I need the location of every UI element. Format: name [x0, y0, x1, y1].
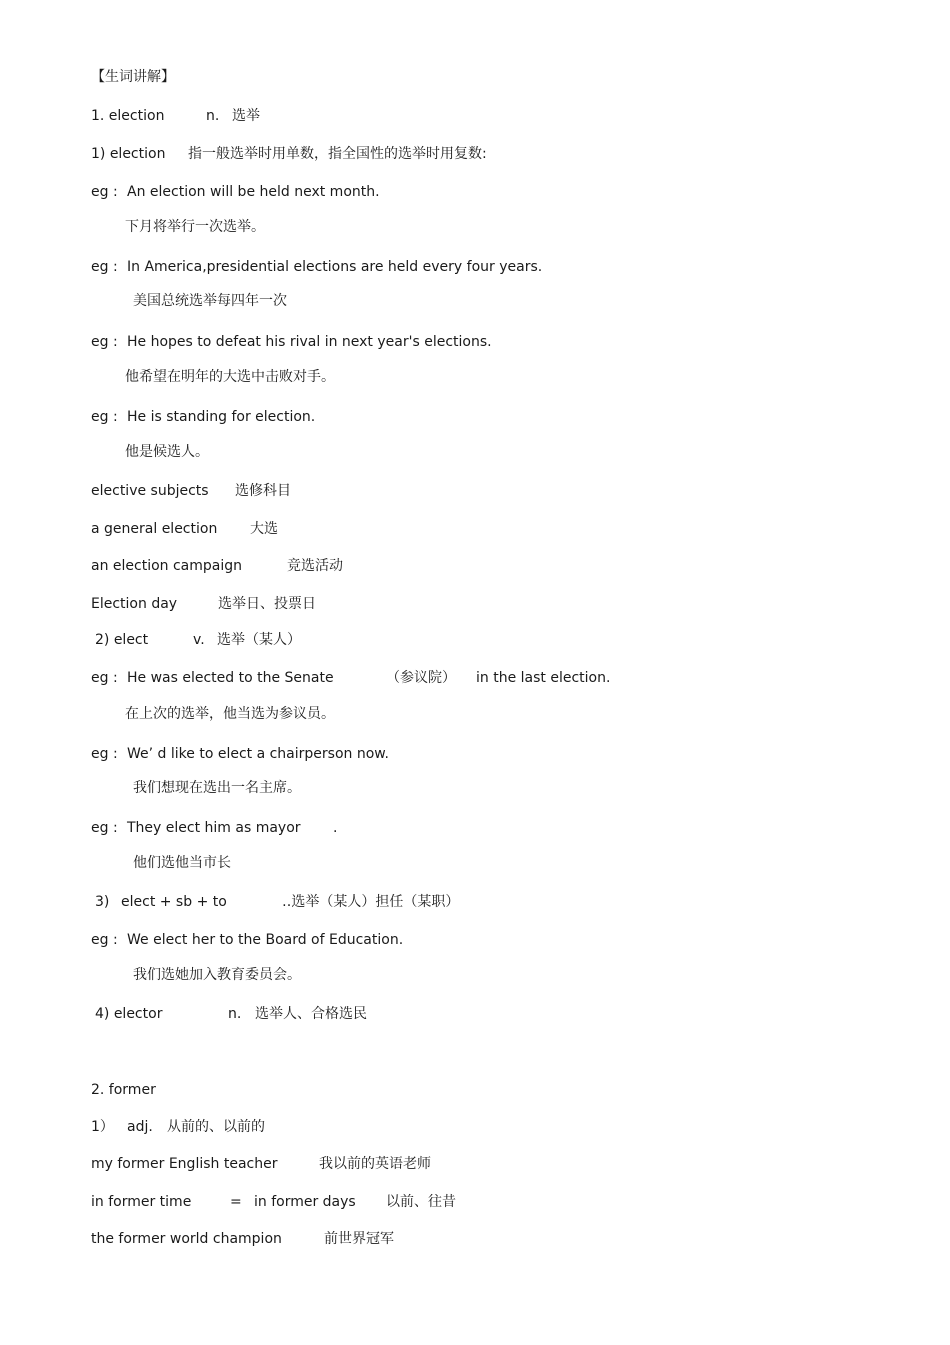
translation-text: 美国总统选举每四年一次	[133, 293, 287, 309]
entry-word: 2) elect	[95, 632, 149, 648]
example-en: He hopes to defeat his rival in next year's elections.	[127, 334, 492, 350]
eg-label: eg :	[91, 184, 118, 200]
phrase-equals: =	[230, 1194, 242, 1210]
example-en: We’ d like to elect a chairperson now.	[127, 746, 389, 762]
example-en: In America,presidential elections are held every four years.	[127, 259, 543, 275]
example-en-end: in the last election.	[476, 670, 611, 686]
entry-word: 4) elector	[95, 1006, 163, 1022]
entry-meaning: 选举人、合格选民	[255, 1006, 367, 1022]
translation-text: 他是候选人。	[125, 444, 209, 460]
example-en: An election will be held next month.	[127, 184, 380, 200]
translation-text: 他们选他当市长	[133, 855, 231, 871]
pattern-label: 3)	[95, 894, 110, 910]
phrase-en: in former time	[91, 1194, 192, 1210]
translation-text: 我们想现在选出一名主席。	[133, 780, 301, 796]
phrase-cn: 我以前的英语老师	[319, 1156, 431, 1172]
translation-text: 我们选她加入教育委员会。	[133, 967, 301, 983]
entry-pos: n.	[206, 108, 220, 124]
example-en: We elect her to the Board of Education.	[127, 932, 404, 948]
sense-meaning: 从前的、以前的	[167, 1119, 265, 1135]
phrase-en: elective subjects	[91, 483, 209, 499]
note-text: 指一般选举时用单数，指全国性的选举时用复数:	[188, 146, 487, 162]
eg-label: eg :	[91, 746, 118, 762]
phrase-cn: 大选	[250, 521, 278, 537]
phrase-cn: 前世界冠军	[324, 1231, 394, 1247]
eg-label: eg :	[91, 820, 118, 836]
translation-text: 在上次的选举，他当选为参议员。	[125, 706, 335, 722]
note-label: 1) election	[91, 146, 166, 162]
phrase-en-alt: in former days	[254, 1194, 356, 1210]
entry-meaning: 选举	[232, 108, 260, 124]
eg-label: eg :	[91, 259, 118, 275]
entry-pos: n.	[228, 1006, 242, 1022]
pattern-meaning: ‥选举（某人）担任（某职）	[282, 894, 460, 910]
phrase-cn: 以前、往昔	[386, 1194, 456, 1210]
example-dot: .	[333, 820, 338, 836]
eg-label: eg :	[91, 334, 118, 350]
entry-meaning: 选举（某人）	[217, 632, 301, 648]
entry-word: 1. election	[91, 108, 165, 124]
entry-word: 2. former	[91, 1082, 156, 1098]
entry-pos: v.	[193, 632, 205, 648]
pattern-structure: elect + sb + to	[121, 894, 227, 910]
phrase-en: a general election	[91, 521, 218, 537]
sense-label: 1）	[91, 1119, 114, 1135]
example-en: They elect him as mayor	[127, 820, 301, 836]
phrase-cn: 选修科目	[235, 483, 291, 499]
sense-pos: adj.	[127, 1119, 153, 1135]
phrase-en: an election campaign	[91, 558, 243, 574]
eg-label: eg :	[91, 409, 118, 425]
phrase-en: Election day	[91, 596, 178, 612]
phrase-cn: 选举日、投票日	[218, 596, 316, 612]
translation-text: 他希望在明年的大选中击败对手。	[125, 369, 335, 385]
example-en: He was elected to the Senate	[127, 670, 334, 686]
example-gloss: （参议院）	[386, 670, 456, 686]
phrase-en: the former world champion	[91, 1231, 282, 1247]
phrase-cn: 竞选活动	[287, 558, 343, 574]
eg-label: eg :	[91, 670, 118, 686]
translation-text: 下月将举行一次选举。	[125, 219, 265, 235]
phrase-en: my former English teacher	[91, 1156, 278, 1172]
eg-label: eg :	[91, 932, 118, 948]
example-en: He is standing for election.	[127, 409, 316, 425]
title-text: 【生词讲解】	[91, 69, 175, 85]
